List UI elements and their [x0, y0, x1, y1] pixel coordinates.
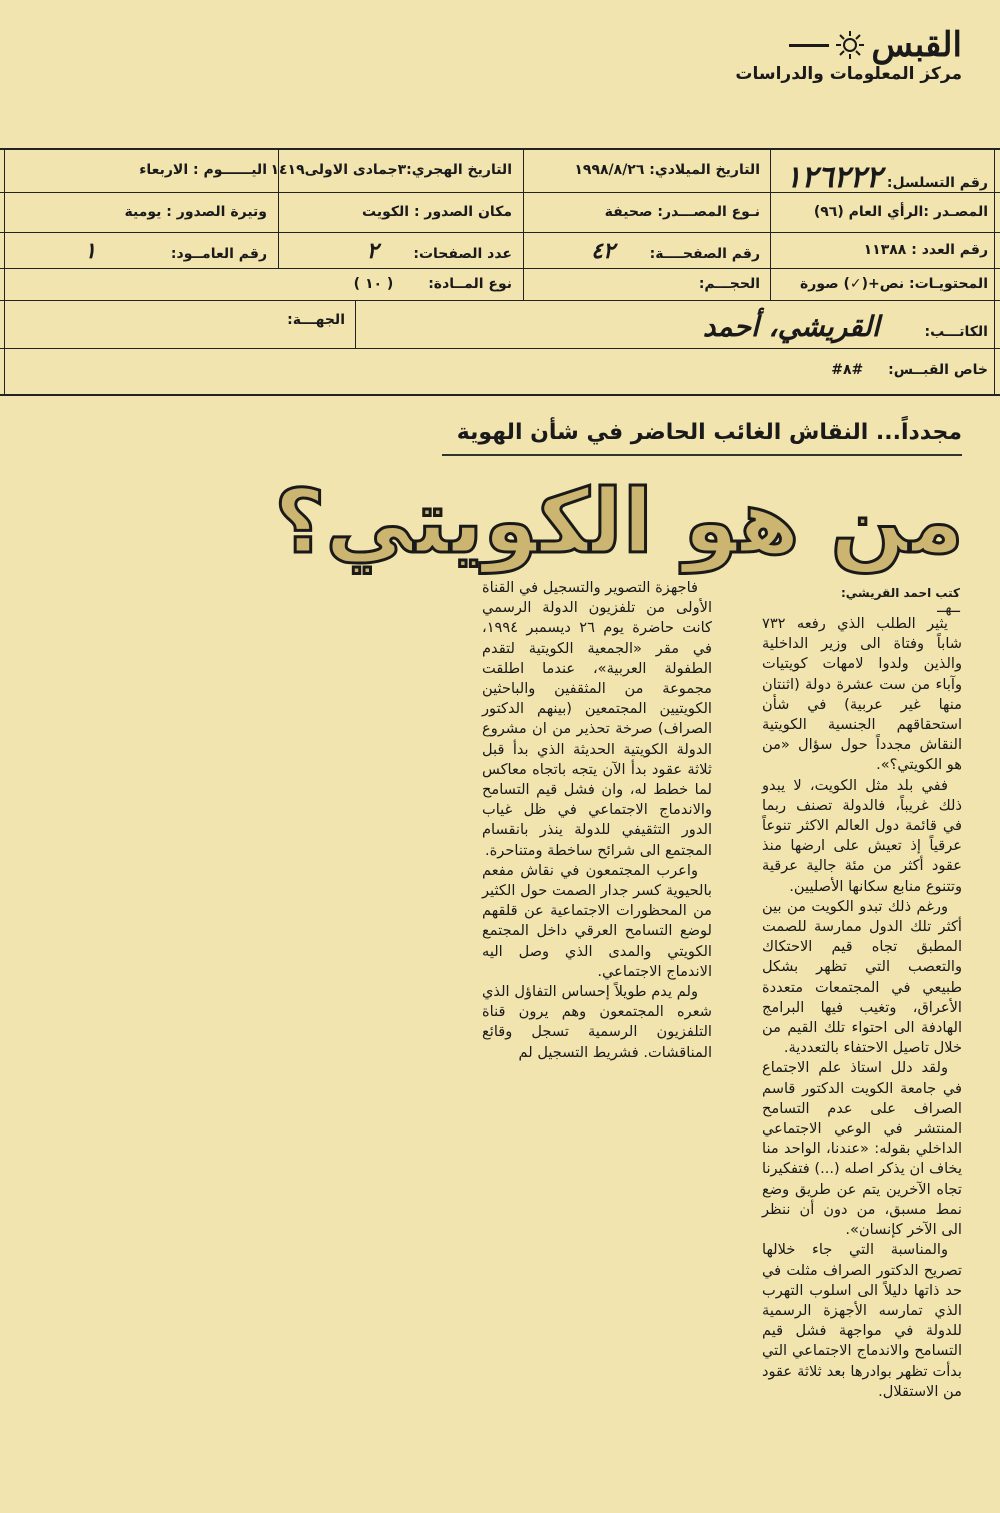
- paragraph: ورغم ذلك تبدو الكويت من بين أكثر تلك الدول ممارسة للصمت المطبق تجاه قيم الاحتكاك والتعصب التي تظهر بشكل طبيعي في المجتمعات متعددة الأعراق، وتغيب فيها البرامج الهادفة الى احتواء تلك القيم من خلال تاصيل الاحتفاء بالتعددية.: [762, 897, 962, 1057]
- article-headline: من هو الكويتي؟: [274, 470, 964, 573]
- column-number-field: رقم العامــود: ١: [84, 238, 267, 264]
- byline: كتب احمد القريشي:: [840, 586, 960, 600]
- day-field: اليــــــوم : الاربعاء: [139, 162, 267, 178]
- paragraph: يثير الطلب الذي رفعه ٧٣٢ شاباً وفتاة الى وزير الداخلية والذين ولدوا لامهات كويتيات وآباء من ست عشرة دولة (اثنتان منها غير عربية) في شأن استحقاقهم الجنسية الكويتية النقاش مجدداً حول سؤال «من هو الكويتي؟».: [762, 615, 962, 774]
- sun-icon: [835, 30, 865, 60]
- page-number-field: رقم الصفحــــة: ٤٢: [591, 238, 760, 264]
- paragraph: ولم يدم طويلاً إحساس التفاؤل الذي شعره المجتمعون وهم يرون قناة التلفزيون الرسمية تسجل وقائع المناقشات. فشريط التسجيل لم: [482, 983, 712, 1061]
- article-column-left: [482, 578, 712, 1063]
- material-type-field: نوع المــادة: ( ١٠ ): [353, 276, 512, 292]
- article-column-right: [762, 614, 962, 1402]
- serial-value: ١٢٦٢٢٢: [785, 160, 882, 195]
- body-field: الجهـــة:: [287, 312, 345, 328]
- special-field: خاص القبــس: #٨#: [831, 362, 988, 378]
- paragraph: والمناسبة التي جاء خلالها تصريح الدكتور الصراف مثلت في حد ذاتها دليلاً الى اسلوب التهرب الذي تمارسه الأجهزة الرسمية للدولة في مواجهة فشل قيم التسامح والاندماج الاجتماعي التي بدأت تظهر بوادرها بعد ثلاثة عقود من الاستقلال.: [762, 1241, 962, 1400]
- serial-field: رقم التسلسل: ١٢٦٢٢٢: [785, 160, 988, 195]
- paragraph: فاجهزة التصوير والتسجيل في القناة الأولى من تلفزيون الدولة الرسمي كانت حاضرة يوم ٢٦ ديسمبر ١٩٩٤، في مقر «الجمعية الكويتية لتقدم الطفولة العربية»، عندما اطلقت مجموعة من المثقفين والباحثين الكويتيين المجتمعين (بينهم الدكتور الصراف) صرخة تحذير من ان مشروع الدولة الكويتية الحديثة الذي بدأ قبل ثلاثة عقود بدأ الآن يتجه باتجاه معاكس لما خطط له، وان فشل قيم التسامح والاندماج الاجتماعي في ظل غياب الدور التثقيفي للدولة ينذر بانقسام المجتمع الى شرائح ساخطة ومتناحرة.: [481, 579, 712, 859]
- logo-text: القبس: [871, 25, 962, 65]
- paragraph: واعرب المجتمعون في نقاش مفعم بالحيوية كسر جدار الصمت حول الكثير من المحظورات الاجتماعية عن قلقهم لوضع التسامح العرقي داخل المجتمع الكويتي والمدى الذي وصل اليه الاندماج الاجتماعي.: [482, 861, 712, 980]
- subtitle-rule: [442, 454, 962, 456]
- issue-place-field: مكان الصدور : الكويت: [362, 204, 512, 220]
- contents-field: المحتويـات: نص+(✓) صورة: [800, 276, 988, 292]
- metadata-form: [0, 148, 1000, 396]
- center-name: مركز المعلومات والدراسات: [735, 64, 962, 84]
- logo-block: [732, 25, 962, 84]
- author-field: الكاتـــب: القريشي، أحمد: [702, 310, 988, 343]
- source-type-field: نـوع المصـــدر: صحيفة: [604, 204, 760, 220]
- source-field: المصـدر :الرأي العام (٩٦): [813, 204, 988, 220]
- issue-number-field: رقم العدد : ١١٣٨٨: [863, 242, 988, 258]
- hijri-date-field: التاريخ الهجري:٣جمادى الاولى١٤١٩: [270, 162, 512, 178]
- pages-count-field: عدد الصفحات: ٢: [366, 238, 512, 264]
- byline-mark: ــهــ: [937, 600, 960, 616]
- size-field: الحجـــم:: [698, 276, 760, 292]
- paragraph: ففي بلد مثل الكويت، لا يبدو ذلك غريباً، فالدولة تصنف ربما في قائمة دول العالم الاكثر تنوعاً عرقياً إذ تعيش على ارضها منذ عقود أكثر من مئة جالية عرقية وتتنوع منابع سكانها الأصليين.: [762, 776, 962, 895]
- logo: [732, 25, 962, 65]
- gregorian-date-field: التاريخ الميلادي: ١٩٩٨/٨/٢٦: [574, 162, 760, 178]
- article-subtitle: مجدداً... النقاش الغائب الحاضر في شأن الهوية: [456, 420, 962, 445]
- author-value: القريشي، أحمد: [702, 310, 880, 343]
- logo-divider: [789, 44, 829, 47]
- paragraph: ولقد دلل استاذ علم الاجتماع في جامعة الكويت الدكتور قاسم الصراف على عدم التسامح المنتشر في الوعي الاجتماعي الداخلي بقوله: «عندنا، الواحد منا يخاف ان يذكر اصله (...) فتفكيرنا تجاه الآخرين يتم عن طريق وضع نمط مسبق، من دون أن ننظر الى الآخر كإنسان».: [762, 1059, 962, 1239]
- check-mark-icon: ✓: [849, 276, 862, 292]
- frequency-field: وتيرة الصدور : يومية: [124, 204, 267, 220]
